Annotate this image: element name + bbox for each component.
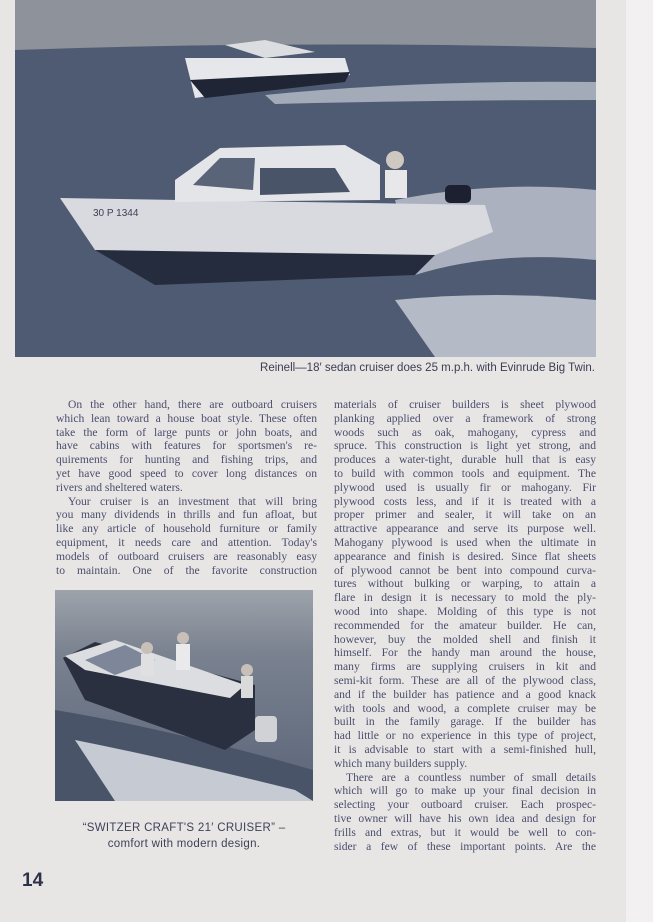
top-photo-caption: Reinell—18′ sedan cruiser does 25 m.p.h. with Evinrude Big Twin. xyxy=(260,362,595,374)
text-line: and if the builder has patience and a good knack xyxy=(334,687,596,701)
text-line: had little or no experience in this type of project, xyxy=(334,729,596,743)
page-number: 14 xyxy=(22,870,44,891)
text-line: semi-kit form. These are all of the plywood class, xyxy=(334,673,596,687)
text-line: quirements for hunting and fishing trips, and xyxy=(56,453,317,467)
text-line: however, buy the molded shell and finish it xyxy=(334,632,596,646)
text-line: himself. For the handy man around the house, xyxy=(334,646,596,660)
text-line: you many dividends in thrills and fun afloat, but xyxy=(56,508,317,522)
text-line: which lean toward a house boat style. These often xyxy=(56,411,317,425)
photo-reinell-sedan-cruiser xyxy=(15,0,596,357)
bottom-photo-caption-line1: “SWITZER CRAFT'S 21′ CRUISER” – xyxy=(82,822,286,834)
text-line: There are a countless number of small details xyxy=(346,770,596,784)
text-line: wood into shape. Molding of this type is not xyxy=(334,604,596,618)
text-line: produces a water-tight, durable hull that is easy xyxy=(334,453,596,467)
text-line: rivers and sheltered waters. xyxy=(56,480,183,494)
text-line: On the other hand, there are outboard cruisers xyxy=(68,398,317,411)
photo-switzer-craft-cruiser xyxy=(55,590,313,801)
text-line: selecting your outboard cruiser. Each prospec- xyxy=(334,798,596,812)
text-line: equipment, it needs care and attention. Today's xyxy=(56,535,317,549)
text-line: yet have good speed to cover long distances on xyxy=(56,466,317,480)
text-line: take the form of large punts or john boats, and xyxy=(56,425,317,439)
text-line: tures without bulking or warping, to attain a xyxy=(334,577,596,591)
text-line: proper primer and sealer, it will take on an xyxy=(334,508,596,522)
text-line: with tools and wood, a complete cruiser may be xyxy=(334,701,596,715)
text-line: have cabins with features for sportsmen's re- xyxy=(56,439,317,453)
text-line: Your cruiser is an investment that will bring xyxy=(68,494,317,508)
text-line: tive owner will have his own idea and design for xyxy=(334,811,596,825)
text-line: spruce. This construction is light yet strong, and xyxy=(334,439,596,453)
text-line: woods such as oak, mahogany, cypress and xyxy=(334,425,596,439)
text-line: frills and extras, but it would be well to con- xyxy=(334,825,596,839)
text-line: appearance and finish is desired. Since flat sheets xyxy=(334,549,596,563)
text-line: planking applied over a framework of strong xyxy=(334,411,596,425)
text-line: to maintain. One of the favorite construction xyxy=(56,563,317,577)
text-line: which many builders supply. xyxy=(334,756,468,770)
hull-number: 30 P 1344 xyxy=(93,208,139,219)
text-line: many firms are supplying cruisers in kit and xyxy=(334,660,596,674)
text-line: plywood costs less, and if it is treated with a xyxy=(334,494,596,508)
text-line: to build with common tools and equipment. The xyxy=(334,466,596,480)
page-edge xyxy=(626,0,653,922)
text-line: like any article of household furniture or family xyxy=(56,522,317,536)
text-line: materials of cruiser builders is sheet plywood xyxy=(334,398,596,411)
text-line: models of outboard cruisers are reasonably easy xyxy=(56,549,317,563)
text-line: Mahogany plywood is used when the ultimate in xyxy=(334,535,596,549)
bottom-photo-caption-line2: comfort with modern design. xyxy=(107,838,261,850)
text-line: flare in design it is necessary to mold the ply- xyxy=(334,591,596,605)
text-line: attractive appearance and serve its purpose well. xyxy=(334,522,596,536)
text-line: sider a few of these important points. Are the xyxy=(334,839,596,853)
text-line: plywood used is usually fir or mahogany. Fir xyxy=(334,480,596,494)
text-line: it is advisable to start with a semi-finished hull, xyxy=(334,742,596,756)
text-line: built in the family garage. If the builder has xyxy=(334,715,596,729)
text-line: of plywood cannot be bent into compound curva- xyxy=(334,563,596,577)
text-line: recommended for the amateur builder. He can, xyxy=(334,618,596,632)
text-line: which will go to make up your final decision in xyxy=(334,784,596,798)
right-text-column xyxy=(334,398,596,853)
left-text-column xyxy=(56,398,317,577)
